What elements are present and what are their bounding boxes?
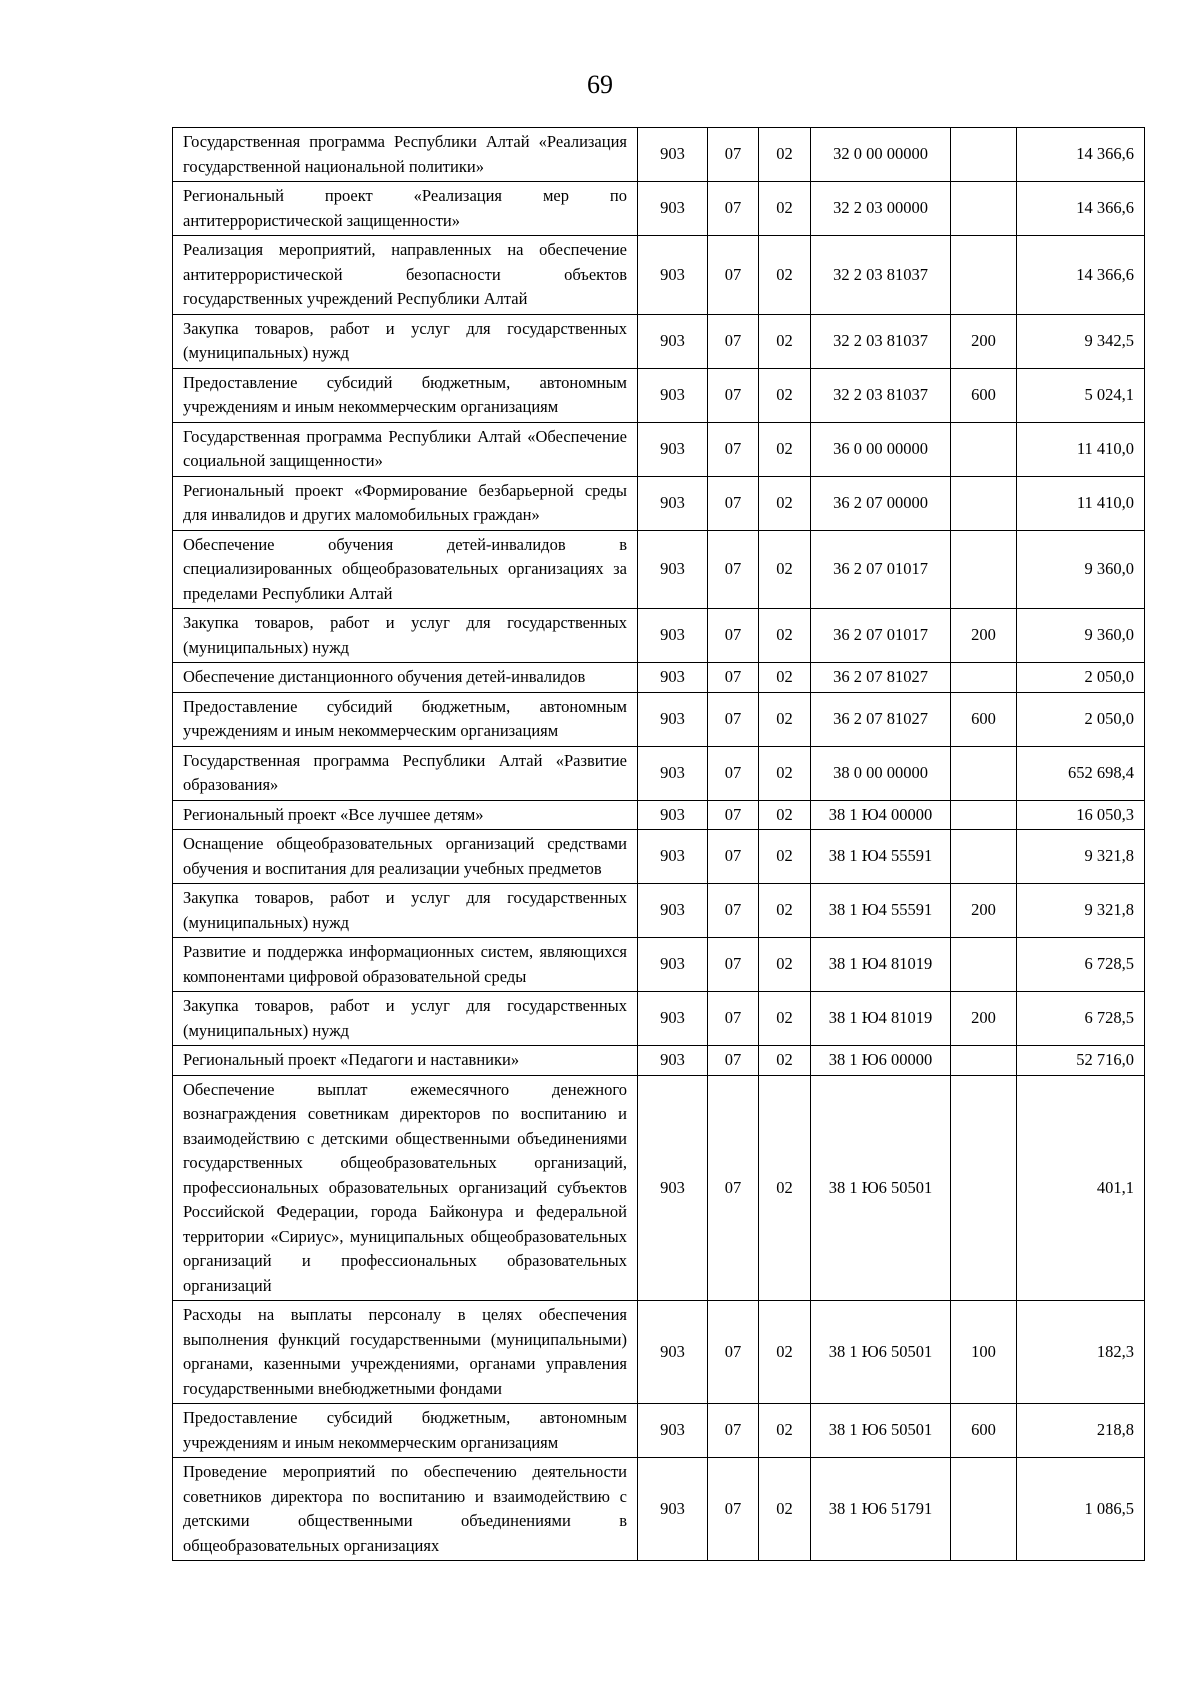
row-target-article-cell: 38 1 Ю4 55591 [811, 830, 951, 884]
row-section-code-cell: 07 [708, 884, 759, 938]
row-ved-code-cell: 903 [638, 692, 708, 746]
row-ved-code-cell: 903 [638, 1046, 708, 1076]
row-name-cell: Обеспечение выплат ежемесячного денежного вознаграждения советникам директоров по воспитанию и взаимодействию с детскими общественными объединениями государственных общеобразовательных организаций, профессиональных образовательных организаций субъектов Российской Федерации, города Байконура и федеральной территории «Сириус», муниципальных общеобразовательных организаций и профессиональных образовательных организаций [173, 1075, 638, 1301]
row-subsection-code-cell: 02 [759, 992, 811, 1046]
row-expense-type-cell [951, 182, 1017, 236]
row-expense-type-cell [951, 746, 1017, 800]
row-target-article-cell: 32 2 03 81037 [811, 236, 951, 315]
row-name-cell: Обеспечение обучения детей-инвалидов в специализированных общеобразовательных организациях за пределами Республики Алтай [173, 530, 638, 609]
row-subsection-code-cell: 02 [759, 884, 811, 938]
table-row [173, 1301, 1145, 1404]
row-name-cell: Предоставление субсидий бюджетным, автономным учреждениям и иным некоммерческим организациям [173, 368, 638, 422]
table-row [173, 938, 1145, 992]
row-name-cell: Региональный проект «Все лучшее детям» [173, 800, 638, 830]
row-name-cell: Предоставление субсидий бюджетным, автономным учреждениям и иным некоммерческим организациям [173, 692, 638, 746]
table-row [173, 236, 1145, 315]
table-row [173, 830, 1145, 884]
row-target-article-cell: 38 1 Ю4 55591 [811, 884, 951, 938]
row-amount-cell: 14 366,6 [1017, 128, 1145, 182]
row-ved-code-cell: 903 [638, 800, 708, 830]
row-target-article-cell: 36 2 07 00000 [811, 476, 951, 530]
row-target-article-cell: 36 0 00 00000 [811, 422, 951, 476]
row-expense-type-cell [951, 1046, 1017, 1076]
row-subsection-code-cell: 02 [759, 182, 811, 236]
row-expense-type-cell: 200 [951, 314, 1017, 368]
row-name-cell: Региональный проект «Педагоги и наставники» [173, 1046, 638, 1076]
row-amount-cell: 11 410,0 [1017, 476, 1145, 530]
row-amount-cell: 6 728,5 [1017, 992, 1145, 1046]
table-row [173, 368, 1145, 422]
row-section-code-cell: 07 [708, 236, 759, 315]
row-target-article-cell: 38 0 00 00000 [811, 746, 951, 800]
row-section-code-cell: 07 [708, 830, 759, 884]
row-section-code-cell: 07 [708, 530, 759, 609]
row-section-code-cell: 07 [708, 1075, 759, 1301]
table-row [173, 182, 1145, 236]
row-section-code-cell: 07 [708, 692, 759, 746]
row-section-code-cell: 07 [708, 476, 759, 530]
row-section-code-cell: 07 [708, 746, 759, 800]
row-ved-code-cell: 903 [638, 609, 708, 663]
row-name-cell: Государственная программа Республики Алтай «Развитие образования» [173, 746, 638, 800]
row-amount-cell: 6 728,5 [1017, 938, 1145, 992]
table-row [173, 663, 1145, 693]
row-name-cell: Обеспечение дистанционного обучения детей-инвалидов [173, 663, 638, 693]
row-section-code-cell: 07 [708, 800, 759, 830]
row-ved-code-cell: 903 [638, 884, 708, 938]
row-name-cell: Реализация мероприятий, направленных на обеспечение антитеррористической безопасности объектов государственных учреждений Республики Алтай [173, 236, 638, 315]
row-target-article-cell: 32 0 00 00000 [811, 128, 951, 182]
row-subsection-code-cell: 02 [759, 800, 811, 830]
row-amount-cell: 9 360,0 [1017, 609, 1145, 663]
row-amount-cell: 52 716,0 [1017, 1046, 1145, 1076]
row-name-cell: Закупка товаров, работ и услуг для государственных (муниципальных) нужд [173, 314, 638, 368]
row-amount-cell: 16 050,3 [1017, 800, 1145, 830]
table-row [173, 314, 1145, 368]
row-section-code-cell: 07 [708, 938, 759, 992]
row-name-cell: Развитие и поддержка информационных систем, являющихся компонентами цифровой образовательной среды [173, 938, 638, 992]
table-row [173, 422, 1145, 476]
row-ved-code-cell: 903 [638, 422, 708, 476]
row-section-code-cell: 07 [708, 128, 759, 182]
row-subsection-code-cell: 02 [759, 1301, 811, 1404]
row-target-article-cell: 32 2 03 00000 [811, 182, 951, 236]
row-subsection-code-cell: 02 [759, 128, 811, 182]
table-row [173, 1075, 1145, 1301]
row-target-article-cell: 38 1 Ю4 00000 [811, 800, 951, 830]
row-expense-type-cell: 200 [951, 992, 1017, 1046]
row-ved-code-cell: 903 [638, 314, 708, 368]
budget-table [172, 127, 1145, 1561]
row-amount-cell: 9 321,8 [1017, 830, 1145, 884]
row-target-article-cell: 36 2 07 81027 [811, 663, 951, 693]
row-subsection-code-cell: 02 [759, 692, 811, 746]
row-expense-type-cell [951, 938, 1017, 992]
row-ved-code-cell: 903 [638, 830, 708, 884]
row-target-article-cell: 32 2 03 81037 [811, 368, 951, 422]
row-expense-type-cell [951, 1075, 1017, 1301]
row-amount-cell: 1 086,5 [1017, 1458, 1145, 1561]
row-subsection-code-cell: 02 [759, 422, 811, 476]
row-subsection-code-cell: 02 [759, 1046, 811, 1076]
row-expense-type-cell: 600 [951, 1404, 1017, 1458]
table-row [173, 1404, 1145, 1458]
row-name-cell: Проведение мероприятий по обеспечению деятельности советников директора по воспитанию и взаимодействию с детскими общественными объединениями в общеобразовательных организациях [173, 1458, 638, 1561]
row-subsection-code-cell: 02 [759, 236, 811, 315]
table-row [173, 1046, 1145, 1076]
row-name-cell: Региональный проект «Формирование безбарьерной среды для инвалидов и других маломобильных граждан» [173, 476, 638, 530]
row-subsection-code-cell: 02 [759, 830, 811, 884]
row-amount-cell: 5 024,1 [1017, 368, 1145, 422]
row-expense-type-cell [951, 530, 1017, 609]
row-ved-code-cell: 903 [638, 1301, 708, 1404]
row-amount-cell: 11 410,0 [1017, 422, 1145, 476]
row-target-article-cell: 38 1 Ю6 50501 [811, 1075, 951, 1301]
row-expense-type-cell [951, 1458, 1017, 1561]
row-section-code-cell: 07 [708, 992, 759, 1046]
table-row [173, 992, 1145, 1046]
row-ved-code-cell: 903 [638, 530, 708, 609]
row-amount-cell: 652 698,4 [1017, 746, 1145, 800]
row-expense-type-cell [951, 476, 1017, 530]
row-amount-cell: 2 050,0 [1017, 692, 1145, 746]
row-target-article-cell: 38 1 Ю4 81019 [811, 938, 951, 992]
table-row [173, 884, 1145, 938]
row-ved-code-cell: 903 [638, 1075, 708, 1301]
row-name-cell: Расходы на выплаты персоналу в целях обеспечения выполнения функций государственными (муниципальными) органами, казенными учреждениями, органами управления государственными внебюджетными фондами [173, 1301, 638, 1404]
row-expense-type-cell [951, 422, 1017, 476]
row-target-article-cell: 38 1 Ю4 81019 [811, 992, 951, 1046]
row-subsection-code-cell: 02 [759, 663, 811, 693]
row-amount-cell: 2 050,0 [1017, 663, 1145, 693]
row-amount-cell: 9 342,5 [1017, 314, 1145, 368]
row-target-article-cell: 36 2 07 81027 [811, 692, 951, 746]
row-expense-type-cell: 600 [951, 368, 1017, 422]
row-section-code-cell: 07 [708, 182, 759, 236]
row-name-cell: Государственная программа Республики Алтай «Реализация государственной национальной политики» [173, 128, 638, 182]
row-name-cell: Закупка товаров, работ и услуг для государственных (муниципальных) нужд [173, 992, 638, 1046]
row-ved-code-cell: 903 [638, 368, 708, 422]
row-section-code-cell: 07 [708, 1301, 759, 1404]
row-section-code-cell: 07 [708, 1404, 759, 1458]
row-expense-type-cell [951, 236, 1017, 315]
row-subsection-code-cell: 02 [759, 530, 811, 609]
row-ved-code-cell: 903 [638, 746, 708, 800]
row-subsection-code-cell: 02 [759, 1075, 811, 1301]
row-section-code-cell: 07 [708, 422, 759, 476]
row-amount-cell: 14 366,6 [1017, 236, 1145, 315]
table-row [173, 128, 1145, 182]
page-number: 69 [587, 70, 613, 99]
row-expense-type-cell [951, 800, 1017, 830]
row-subsection-code-cell: 02 [759, 609, 811, 663]
table-row [173, 530, 1145, 609]
row-ved-code-cell: 903 [638, 992, 708, 1046]
row-ved-code-cell: 903 [638, 476, 708, 530]
row-amount-cell: 14 366,6 [1017, 182, 1145, 236]
row-section-code-cell: 07 [708, 1046, 759, 1076]
row-subsection-code-cell: 02 [759, 314, 811, 368]
row-expense-type-cell: 600 [951, 692, 1017, 746]
table-row [173, 476, 1145, 530]
table-row [173, 746, 1145, 800]
table-row [173, 609, 1145, 663]
table-row [173, 692, 1145, 746]
row-ved-code-cell: 903 [638, 938, 708, 992]
row-ved-code-cell: 903 [638, 128, 708, 182]
table-row [173, 1458, 1145, 1561]
row-subsection-code-cell: 02 [759, 938, 811, 992]
row-subsection-code-cell: 02 [759, 746, 811, 800]
row-ved-code-cell: 903 [638, 1404, 708, 1458]
budget-table-body [173, 128, 1145, 1561]
row-subsection-code-cell: 02 [759, 1458, 811, 1561]
row-name-cell: Закупка товаров, работ и услуг для государственных (муниципальных) нужд [173, 609, 638, 663]
row-name-cell: Региональный проект «Реализация мер по антитеррористической защищенности» [173, 182, 638, 236]
row-subsection-code-cell: 02 [759, 368, 811, 422]
row-name-cell: Государственная программа Республики Алтай «Обеспечение социальной защищенности» [173, 422, 638, 476]
row-section-code-cell: 07 [708, 663, 759, 693]
row-section-code-cell: 07 [708, 368, 759, 422]
row-expense-type-cell: 200 [951, 884, 1017, 938]
table-row [173, 800, 1145, 830]
row-target-article-cell: 38 1 Ю6 00000 [811, 1046, 951, 1076]
row-target-article-cell: 38 1 Ю6 50501 [811, 1301, 951, 1404]
row-ved-code-cell: 903 [638, 236, 708, 315]
row-subsection-code-cell: 02 [759, 476, 811, 530]
row-expense-type-cell: 100 [951, 1301, 1017, 1404]
row-amount-cell: 218,8 [1017, 1404, 1145, 1458]
row-ved-code-cell: 903 [638, 663, 708, 693]
row-name-cell: Закупка товаров, работ и услуг для государственных (муниципальных) нужд [173, 884, 638, 938]
row-section-code-cell: 07 [708, 314, 759, 368]
row-expense-type-cell: 200 [951, 609, 1017, 663]
row-amount-cell: 9 360,0 [1017, 530, 1145, 609]
row-ved-code-cell: 903 [638, 1458, 708, 1561]
row-amount-cell: 9 321,8 [1017, 884, 1145, 938]
row-amount-cell: 182,3 [1017, 1301, 1145, 1404]
row-name-cell: Предоставление субсидий бюджетным, автономным учреждениям и иным некоммерческим организациям [173, 1404, 638, 1458]
row-target-article-cell: 38 1 Ю6 51791 [811, 1458, 951, 1561]
row-subsection-code-cell: 02 [759, 1404, 811, 1458]
row-amount-cell: 401,1 [1017, 1075, 1145, 1301]
row-ved-code-cell: 903 [638, 182, 708, 236]
row-section-code-cell: 07 [708, 1458, 759, 1561]
row-expense-type-cell [951, 663, 1017, 693]
row-expense-type-cell [951, 128, 1017, 182]
row-target-article-cell: 38 1 Ю6 50501 [811, 1404, 951, 1458]
row-target-article-cell: 32 2 03 81037 [811, 314, 951, 368]
row-target-article-cell: 36 2 07 01017 [811, 530, 951, 609]
row-section-code-cell: 07 [708, 609, 759, 663]
row-name-cell: Оснащение общеобразовательных организаций средствами обучения и воспитания для реализации учебных предметов [173, 830, 638, 884]
row-target-article-cell: 36 2 07 01017 [811, 609, 951, 663]
row-expense-type-cell [951, 830, 1017, 884]
